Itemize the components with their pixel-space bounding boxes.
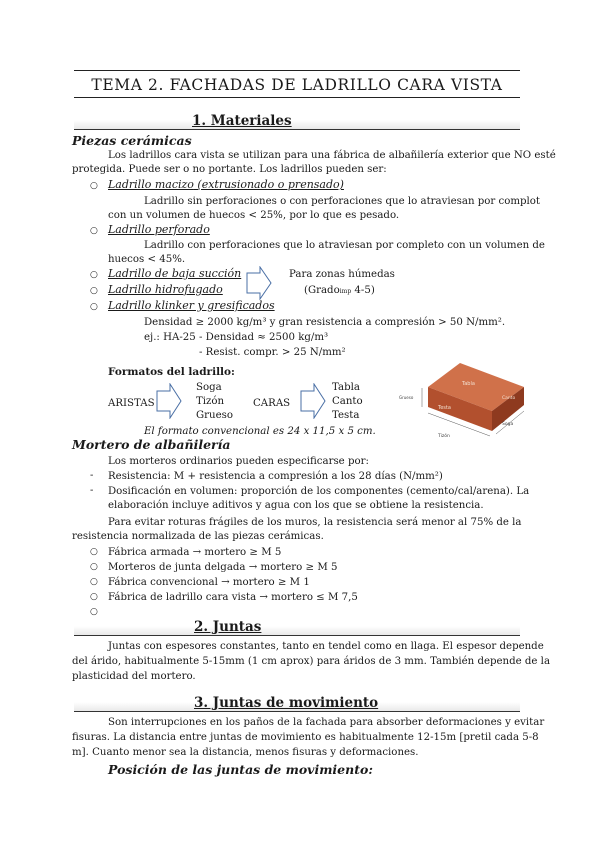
subheading-piezas: Piezas cerámicas: [72, 133, 192, 148]
brace-arrow-icon: [246, 266, 272, 300]
section-header-juntas: [74, 620, 520, 636]
zonas-humedas-text: Para zonas húmedas: [289, 269, 395, 280]
mortero-bullet-3: Fábrica convencional → mortero ≥ M 1: [108, 577, 310, 588]
brick-label-testa: Testa: [438, 405, 451, 411]
brick-label-grueso: Grueso: [399, 395, 414, 400]
dash-bullet: -: [90, 470, 94, 481]
subheading-posicion: Posición de las juntas de movimiento:: [108, 762, 373, 777]
macizo-note: (extrusionado o prensado): [193, 178, 344, 191]
juntas-line-3: plasticidad del mortero.: [72, 671, 196, 682]
juntas-mov-line-3: m]. Cuanto menor sea la distancia, menos fisuras y deformaciones.: [72, 747, 419, 758]
bullet-circle: ○: [90, 592, 98, 602]
piezas-intro-2: protegida. Puede ser o no portante. Los ladrillos pueden ser:: [72, 164, 387, 175]
juntas-mov-line-1: Son interrupciones en los paños de la fachada para absorber deformaciones y evitar: [108, 717, 545, 728]
mortero-item-dosificacion-2: elaboración incluye aditivos y agua con los que se obtiene la resistencia.: [108, 500, 484, 511]
macizo-desc-2: con un volumen de huecos < 25%, por lo que es pesado.: [108, 210, 400, 221]
item-ladrillo-macizo: [108, 178, 344, 191]
mortero-item-resistencia: Resistencia: M + resistencia a compresión a los 28 días (N/mm²): [108, 471, 443, 482]
grado-label: (Grado: [304, 285, 340, 296]
caras-arrow-icon: [300, 383, 326, 419]
mortero-bullet-1: Fábrica armada → mortero ≥ M 5: [108, 547, 282, 558]
item-ladrillo-perforado: Ladrillo perforado: [108, 223, 210, 236]
juntas-line-1: Juntas con espesores constantes, tanto en tendel como en llaga. El espesor depende: [108, 641, 544, 652]
macizo-desc-1: Ladrillo sin perforaciones o con perforaciones que lo atraviesan por complot: [144, 196, 541, 207]
arista-grueso: Grueso: [196, 410, 233, 421]
mortero-para-1: Para evitar roturas frágiles de los muros, la resistencia será menor al 75% de la: [108, 517, 522, 528]
brick-label-canto: Canto: [502, 396, 516, 401]
grado-value: 4-5): [351, 285, 375, 296]
bullet-circle: ○: [90, 270, 98, 280]
bullet-circle: ○: [90, 286, 98, 296]
grado-sub: imp: [339, 288, 352, 295]
section-title-juntas-mov: 3. Juntas de movimiento: [194, 695, 379, 711]
klinker-ejemplo: ej.: HA-25 - Densidad ≈ 2500 kg/m³: [144, 332, 329, 343]
aristas-label: ARISTAS: [108, 398, 155, 409]
cara-testa: Testa: [332, 410, 360, 421]
aristas-arrow-icon: [156, 383, 182, 419]
formato-convencional: El formato convencional es 24 x 11,5 x 5 cm.: [144, 426, 376, 437]
macizo-label: Ladrillo macizo: [108, 178, 194, 191]
formatos-heading: Formatos del ladrillo:: [108, 366, 235, 378]
section-title-materiales: 1. Materiales: [192, 113, 292, 129]
item-klinker: Ladrillo klinker y gresificados: [108, 299, 275, 312]
section-header-juntas-mov: [74, 696, 520, 712]
section-header-materiales: [74, 114, 520, 130]
mortero-intro: Los morteros ordinarios pueden especificarse por:: [108, 456, 369, 467]
cara-tabla: Tabla: [332, 382, 360, 393]
perforado-desc-2: huecos < 45%.: [108, 254, 186, 265]
cara-canto: Canto: [332, 396, 363, 407]
caras-label: CARAS: [253, 398, 291, 409]
bullet-circle: ○: [90, 181, 98, 191]
mortero-bullet-4: Fábrica de ladrillo cara vista → mortero ≤ M 7,5: [108, 592, 358, 603]
mortero-bullet-2: Morteros de junta delgada → mortero ≥ M 5: [108, 562, 338, 573]
bullet-circle: ○: [90, 302, 98, 312]
subheading-mortero: Mortero de albañilería: [72, 437, 231, 452]
brick-label-soga: Soga: [502, 422, 514, 427]
page-title-block: [74, 70, 520, 98]
klinker-densidad: Densidad ≥ 2000 kg/m³ y gran resistencia a compresión > 50 N/mm².: [144, 317, 506, 328]
grado-text: [304, 284, 375, 298]
section-title-juntas: 2. Juntas: [194, 619, 262, 635]
bullet-circle: ○: [90, 547, 98, 557]
klinker-resistencia: - Resist. compr. > 25 N/mm²: [199, 347, 346, 358]
brick-label-tabla: Tabla: [462, 381, 475, 387]
item-hidrofugado: Ladrillo hidrofugado: [108, 283, 223, 296]
brick-label-tizon: Tizón: [438, 434, 450, 439]
dash-bullet: -: [90, 485, 94, 496]
bullet-circle-empty: ○: [90, 607, 98, 617]
perforado-desc-1: Ladrillo con perforaciones que lo atraviesan por completo con un volumen de: [144, 240, 545, 251]
piezas-intro-1: Los ladrillos cara vista se utilizan para una fábrica de albañilería exterior que NO esté: [108, 150, 556, 161]
bullet-circle: ○: [90, 577, 98, 587]
bullet-circle: ○: [90, 226, 98, 236]
bullet-circle: ○: [90, 562, 98, 572]
brick-illustration: [398, 361, 526, 439]
item-baja-succion: Ladrillo de baja succión: [108, 267, 242, 280]
mortero-para-2: resistencia normalizada de las piezas cerámicas.: [72, 531, 324, 542]
arista-soga: Soga: [196, 382, 222, 393]
arista-tizon: Tizón: [196, 396, 225, 407]
mortero-item-dosificacion-1: Dosificación en volumen: proporción de los componentes (cemento/cal/arena). La: [108, 486, 530, 497]
title-bottom-rule: [74, 97, 520, 98]
juntas-line-2: del árido, habitualmente 5-15mm (1 cm aprox) para áridos de 3 mm. También depende de la: [72, 656, 551, 667]
page-title: TEMA 2. FACHADAS DE LADRILLO CARA VISTA: [91, 76, 503, 94]
juntas-mov-line-2: fisuras. La distancia entre juntas de movimiento es habitualmente 12-15m [pretil cada 5-8: [72, 732, 539, 743]
